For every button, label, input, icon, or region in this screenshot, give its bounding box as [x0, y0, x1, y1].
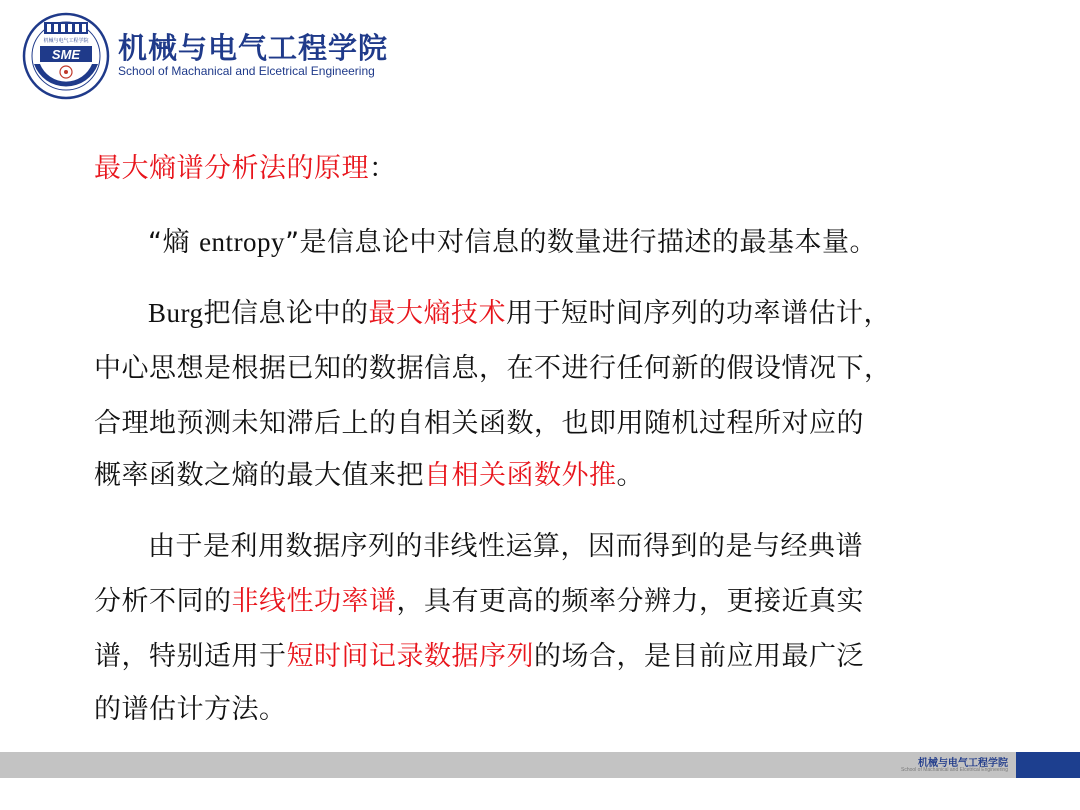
text-span: “熵 — [148, 227, 200, 258]
text-span: 的场合，是目前应用最广泛 — [534, 641, 864, 672]
para1-line1 — [148, 225, 877, 260]
para3-line4: 的谱估计方法。 — [94, 694, 287, 725]
latin-span: Burg — [148, 298, 204, 328]
text-span: 谱，特别适用于 — [94, 641, 287, 672]
highlight-span: 自相关函数外推 — [424, 460, 617, 491]
para3-line3 — [94, 640, 864, 674]
logo-caption: 机械与电气工程学院 — [43, 38, 89, 44]
highlight-span: 短时间记录数据序列 — [286, 641, 534, 672]
para2-line3: 合理地预测未知滞后上的自相关函数，也即用随机过程所对应的 — [94, 408, 864, 439]
para3-line2 — [94, 585, 864, 619]
para2-line2: 中心思想是根据已知的数据信息，在不进行任何新的假设情况下， — [94, 353, 892, 384]
school-name-cn: 机械与电气工程学院 — [118, 31, 389, 65]
school-logo — [22, 12, 110, 100]
footer-school-name: 机械与电气工程学院 — [918, 758, 1008, 769]
heading-text: 最大熵谱分析法的原理 — [94, 153, 369, 184]
latin-span: entropy — [199, 227, 286, 257]
highlight-span: 最大熵技术 — [368, 298, 507, 329]
text-span: ”是信息论中对信息的数量进行描述的最基本量。 — [285, 227, 878, 258]
para2-line4 — [94, 459, 644, 493]
slide-heading — [94, 152, 397, 186]
heading-colon: ： — [369, 153, 397, 184]
text-span: 。 — [616, 460, 644, 491]
footer-accent-block — [1016, 752, 1080, 778]
text-span: 分析不同的 — [94, 586, 232, 617]
footer-school-name-en: School of Machanical and Elcetrical Engineering — [900, 767, 1008, 773]
logo-text: SME — [51, 47, 81, 62]
text-span: ，具有更高的频率分辨力，更接近真实 — [396, 586, 864, 617]
text-span: 用于短时间序列的功率谱估计， — [506, 298, 892, 329]
text-span: 把信息论中的 — [203, 298, 369, 329]
para2-line1 — [148, 296, 891, 331]
text-span: 概率函数之熵的最大值来把 — [94, 460, 424, 491]
highlight-span: 非线性功率谱 — [231, 586, 397, 617]
para3-line1: 由于是利用数据序列的非线性运算，因而得到的是与经典谱 — [148, 531, 863, 562]
school-name-en: School of Machanical and Elcetrical Engineering — [118, 64, 375, 78]
